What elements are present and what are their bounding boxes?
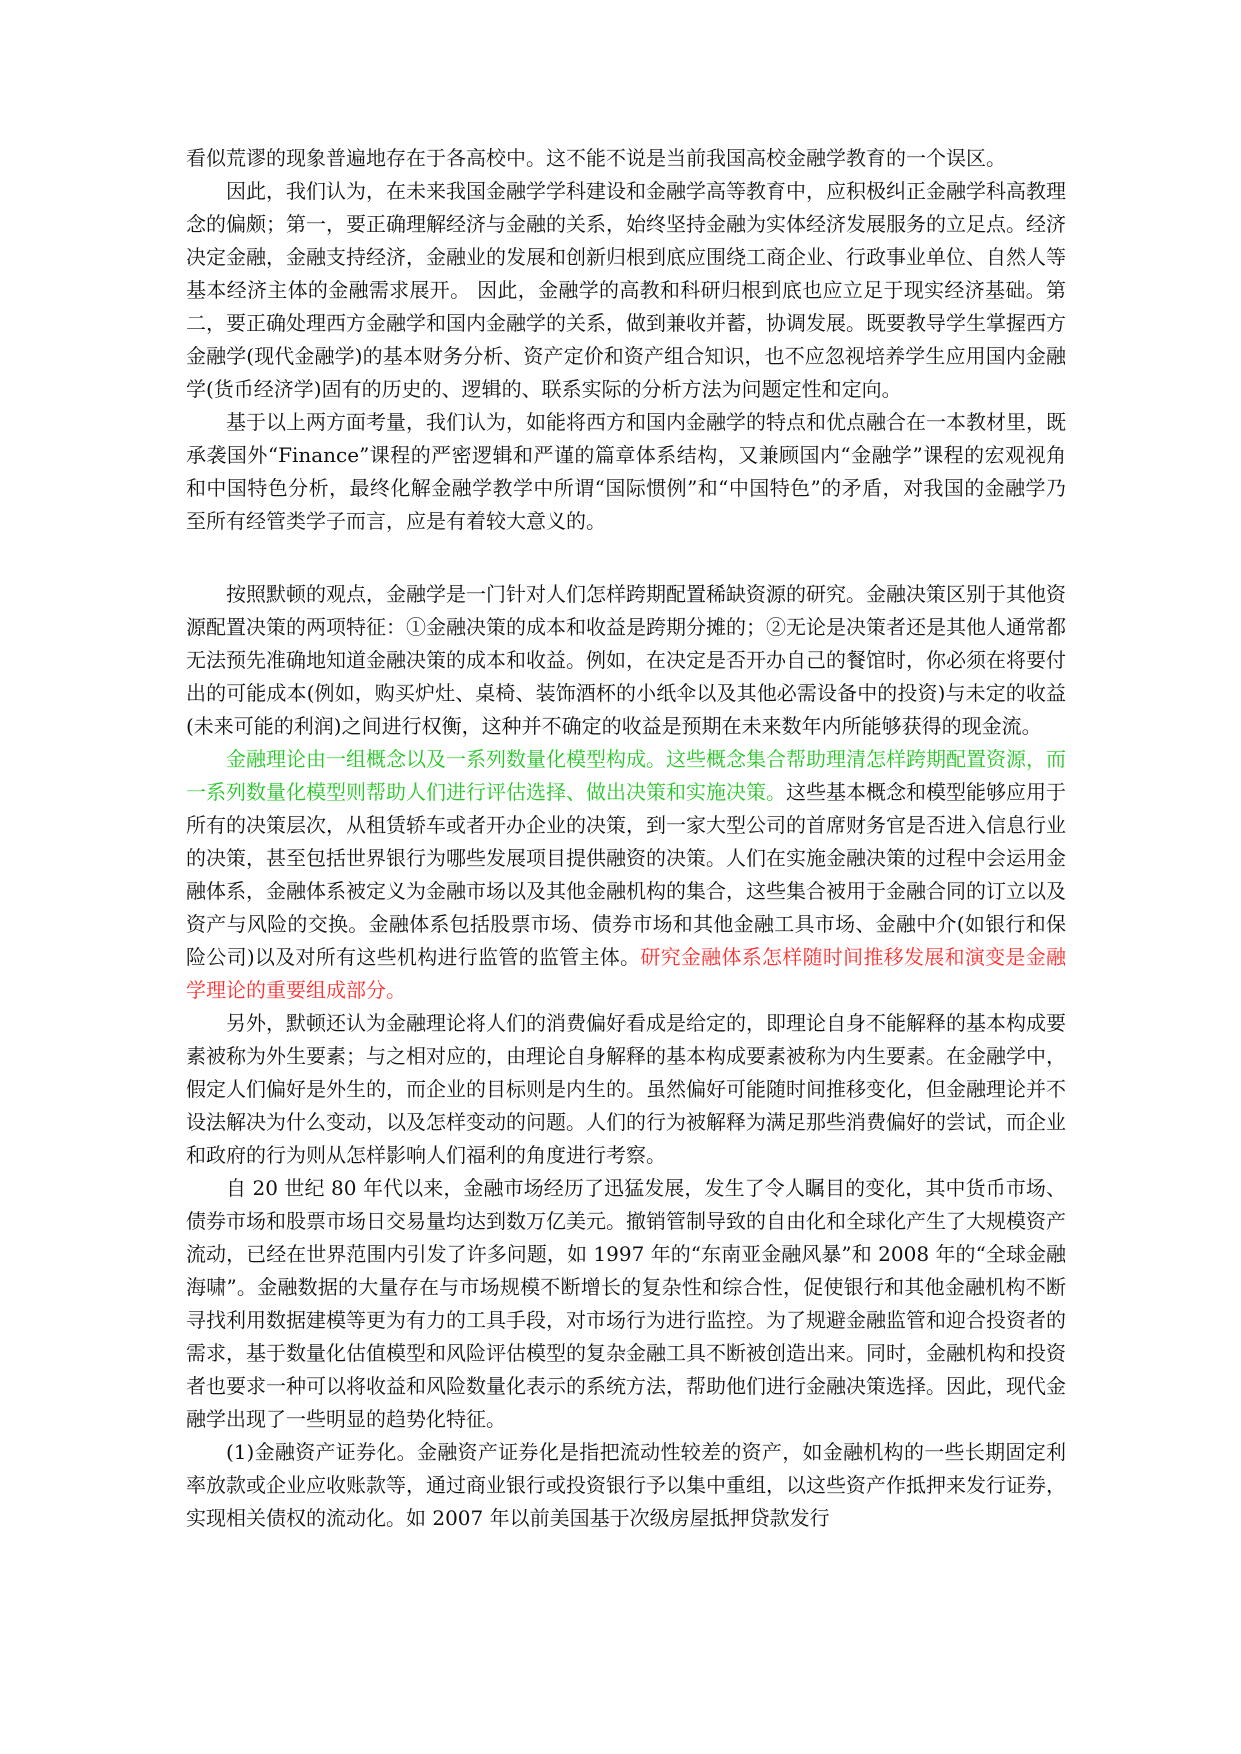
paragraph-4-text: 按照默顿的观点，金融学是一门针对人们怎样跨期配置稀缺资源的研究。金融决策区别于其他资源配置决策的两项特征：①金融决策的成本和收益是跨期分摊的；②无论是决策者还是其他人通常都无法预先准确地知道金融决策的成本和收益。例如，在决定是否开办自己的餐馆时，你必须在将要付出的可能成本(例如，购买炉灶、桌椅、装饰酒杯的小纸伞以及其他必需设备中的投资)与未定的收益(未来可能的利润)之间进行权衡，这种并不确定的收益是预期在未来数年内所能够获得的现金流。 — [186, 582, 1066, 738]
document-body — [186, 142, 1066, 1535]
paragraph-5 — [186, 743, 1066, 1007]
paragraph-2-text: 因此，我们认为，在未来我国金融学学科建设和金融学高等教育中，应积极纠正金融学科高教理念的偏颇；第一，要正确理解经济与金融的关系，始终坚持金融为实体经济发展服务的立足点。经济决定金融，金融支持经济，金融业的发展和创新归根到底应围绕工商企业、行政事业单位、自然人等基本经济主体的金融需求展开。 因此，金融学的高教和科研归根到底也应立足于现实经济基础。第二，要正确处理西方金融学和国内金融学的关系，做到兼收并蓄，协调发展。既要教导学生掌握西方金融学(现代金融学)的基本财务分析、资产定价和资产组合知识，也不应忽视培养学生应用国内金融学(货币经济学)固有的历史的、逻辑的、联系实际的分析方法为问题定性和定向。 — [186, 179, 1066, 401]
highlighted-green-text: 金融理论由一组概念以及一系列数量化模型构成。这些概念集合帮助理清怎样跨期配置资源，而一系列数量化模型则帮助人们进行评估选择、做出决策和实施决策。 — [186, 747, 1066, 804]
paragraph-1-text: 看似荒谬的现象普遍地存在于各高校中。这不能不说是当前我国高校金融学教育的一个误区。 — [186, 146, 1006, 170]
paragraph-6 — [186, 1007, 1066, 1172]
paragraph-6-text: 另外，默顿还认为金融理论将人们的消费偏好看成是给定的，即理论自身不能解释的基本构成要素被称为外生要素；与之相对应的，由理论自身解释的基本构成要素被称为内生要素。在金融学中，假定人们偏好是外生的，而企业的目标则是内生的。虽然偏好可能随时间推移变化，但金融理论并不设法解决为什么变动，以及怎样变动的问题。人们的行为被解释为满足那些消费偏好的尝试，而企业和政府的行为则从怎样影响人们福利的角度进行考察。 — [186, 1011, 1066, 1167]
paragraph-1 — [186, 142, 1066, 175]
paragraph-7 — [186, 1172, 1066, 1436]
paragraph-8 — [186, 1436, 1066, 1535]
paragraph-8-text: (1)金融资产证券化。金融资产证券化是指把流动性较差的资产，如金融机构的一些长期固定利率放款或企业应收账款等，通过商业银行或投资银行予以集中重组，以这些资产作抵押来发行证券，实现相关债权的流动化。如 2007 年以前美国基于次级房屋抵押贷款发行 — [186, 1440, 1066, 1530]
paragraph-4 — [186, 578, 1066, 743]
paragraph-5-text: 这些基本概念和模型能够应用于所有的决策层次，从租赁轿车或者开办企业的决策，到一家大型公司的首席财务官是否进入信息行业的决策，甚至包括世界银行为哪些发展项目提供融资的决策。人们在实施金融决策的过程中会运用金融体系，金融体系被定义为金融市场以及其他金融机构的集合，这些集合被用于金融合同的订立以及资产与风险的交换。金融体系包括股票市场、债券市场和其他金融工具市场、金融中介(如银行和保险公司)以及对所有这些机构进行监管的监管主体。 — [186, 780, 1066, 969]
paragraph-3-text: 基于以上两方面考量，我们认为，如能将西方和国内金融学的特点和优点融合在一本教材里，既承袭国外“Finance”课程的严密逻辑和严谨的篇章体系结构，又兼顾国内“金融学”课程的宏观视角和中国特色分析，最终化解金融学教学中所谓“国际惯例”和“中国特色”的矛盾，对我国的金融学乃至所有经管类学子而言，应是有着较大意义的。 — [186, 410, 1066, 533]
highlighted-red-text: 研究金融体系怎样随时间推移发展和演变是金融学理论的重要组成部分。 — [186, 945, 1066, 1002]
paragraph-3 — [186, 406, 1066, 538]
paragraph-2 — [186, 175, 1066, 406]
paragraph-7-text: 自 20 世纪 80 年代以来，金融市场经历了迅猛发展，发生了令人瞩目的变化，其中货币市场、债券市场和股票市场日交易量均达到数万亿美元。撤销管制导致的自由化和全球化产生了大规模资产流动，已经在世界范围内引发了许多问题，如 1997 年的“东南亚金融风暴”和 2008 年的“全球金融海啸”。金融数据的大量存在与市场规模不断增长的复杂性和综合性，促使银行和其他金融机构不断寻找利用数据建模等更为有力的工具手段，对市场行为进行监控。为了规避金融监管和迎合投资者的需求，基于数量化估值模型和风险评估模型的复杂金融工具不断被创造出来。同时，金融机构和投资者也要求一种可以将收益和风险数量化表示的系统方法，帮助他们进行金融决策选择。因此，现代金融学出现了一些明显的趋势化特征。 — [186, 1176, 1066, 1431]
paragraph-spacer — [186, 538, 1066, 578]
